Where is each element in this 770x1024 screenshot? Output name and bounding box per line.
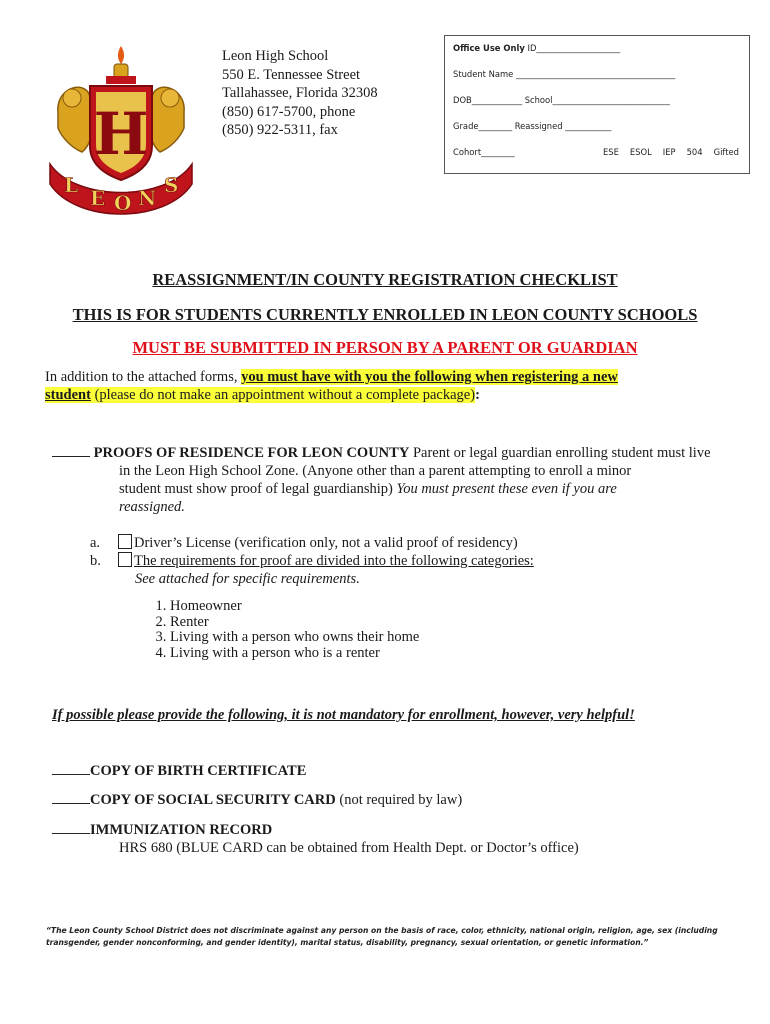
school-city: Tallahassee, Florida 32308 bbox=[222, 85, 378, 101]
school-fax: (850) 922-5311, fax bbox=[222, 122, 338, 138]
tag-gifted: Gifted bbox=[713, 147, 739, 157]
school-phone: (850) 617-5700, phone bbox=[222, 103, 356, 120]
intro-paragraph: In addition to the attached forms, you must have with you the following when registering a new student (please do not make an appointment without a complete package): bbox=[45, 369, 618, 403]
immunization-note: HRS 680 (BLUE CARD can be obtained from Health Dept. or Doctor’s office) bbox=[119, 840, 579, 856]
office-grade-reassigned: Grade________ Reassigned ___________ bbox=[453, 121, 612, 131]
office-student-name: Student Name ______________________________________ bbox=[453, 69, 676, 79]
birth-certificate-checkline[interactable] bbox=[52, 762, 90, 775]
in-person-notice: MUST BE SUBMITTED IN PERSON BY A PARENT OR GUARDIAN bbox=[132, 338, 638, 357]
office-use-box bbox=[444, 35, 750, 174]
office-dob-school: DOB____________ School____________________________ bbox=[453, 95, 670, 105]
option-a: a. Driver’s License (verification only, not a valid proof of residency) bbox=[90, 535, 518, 551]
proofs-heading: PROOFS OF RESIDENCE FOR LEON COUNTY bbox=[93, 445, 410, 461]
social-security-checkline[interactable] bbox=[52, 791, 90, 804]
tag-ese: ESE bbox=[603, 147, 619, 157]
school-street: 550 E. Tennessee Street bbox=[222, 66, 361, 83]
category-renter: 2. Renter bbox=[170, 615, 419, 631]
tag-esol: ESOL bbox=[629, 147, 652, 157]
school-crest-logo bbox=[46, 42, 196, 222]
proofs-checkline[interactable] bbox=[52, 444, 90, 457]
category-homeowner: 1. Homeowner bbox=[170, 599, 419, 615]
office-id-line: Office Use Only ID____________________ bbox=[453, 43, 621, 53]
drivers-license-checkbox[interactable] bbox=[118, 534, 132, 549]
see-attached-note: See attached for specific requirements. bbox=[135, 571, 360, 587]
optional-items-note: If possible please provide the following, it is not mandatory for enrollment, however, very helpful! bbox=[52, 707, 635, 723]
page-title: REASSIGNMENT/IN COUNTY REGISTRATION CHECKLIST bbox=[152, 270, 618, 289]
category-living-with-owner: 3. Living with a person who owns their home bbox=[170, 630, 419, 646]
residence-options bbox=[90, 534, 740, 588]
immunization-item: IMMUNIZATION RECORD HRS 680 (BLUE CARD can be obtained from Health Dept. or Doctor’s office) bbox=[52, 821, 579, 857]
office-program-tags bbox=[603, 147, 739, 157]
immunization-checkline[interactable] bbox=[52, 821, 90, 834]
option-b: b. The requirements for proof are divided into the following categories: bbox=[90, 553, 534, 569]
birth-certificate-item: COPY OF BIRTH CERTIFICATE bbox=[52, 762, 306, 780]
school-name: Leon High School bbox=[222, 48, 329, 64]
svg-text:H: H bbox=[93, 100, 149, 168]
social-security-item: COPY OF SOCIAL SECURITY CARD (not required by law) bbox=[52, 791, 462, 809]
tag-504: 504 bbox=[686, 147, 703, 157]
category-living-with-renter: 4. Living with a person who is a renter bbox=[170, 646, 419, 662]
school-address bbox=[222, 47, 378, 140]
non-discrimination-statement: “The Leon County School District does not discriminate against any person on the basis of race, color, ethnicity, national origin, religion, age, sex (including transgender, gender nonconforming, and gender identity), marital status, disability, pregnancy, sexual orientation, or genetic information.” bbox=[46, 926, 718, 947]
svg-text:L E O N S: L E O N S bbox=[64, 173, 179, 215]
residence-categories-list bbox=[130, 599, 419, 661]
office-cohort: Cohort________ bbox=[453, 147, 515, 157]
proofs-of-residence-section: PROOFS OF RESIDENCE FOR LEON COUNTY Parent or legal guardian enrolling student must live in the Leon High School Zone. (Anyone other than a parent attempting to enroll a minor student must show proof of legal guardianship) You must present these even if you are reassigned. bbox=[52, 444, 742, 516]
proof-categories-checkbox[interactable] bbox=[118, 552, 132, 567]
tag-iep: IEP bbox=[662, 147, 676, 157]
page-subtitle: THIS IS FOR STUDENTS CURRENTLY ENROLLED IN LEON COUNTY SCHOOLS bbox=[72, 305, 698, 324]
